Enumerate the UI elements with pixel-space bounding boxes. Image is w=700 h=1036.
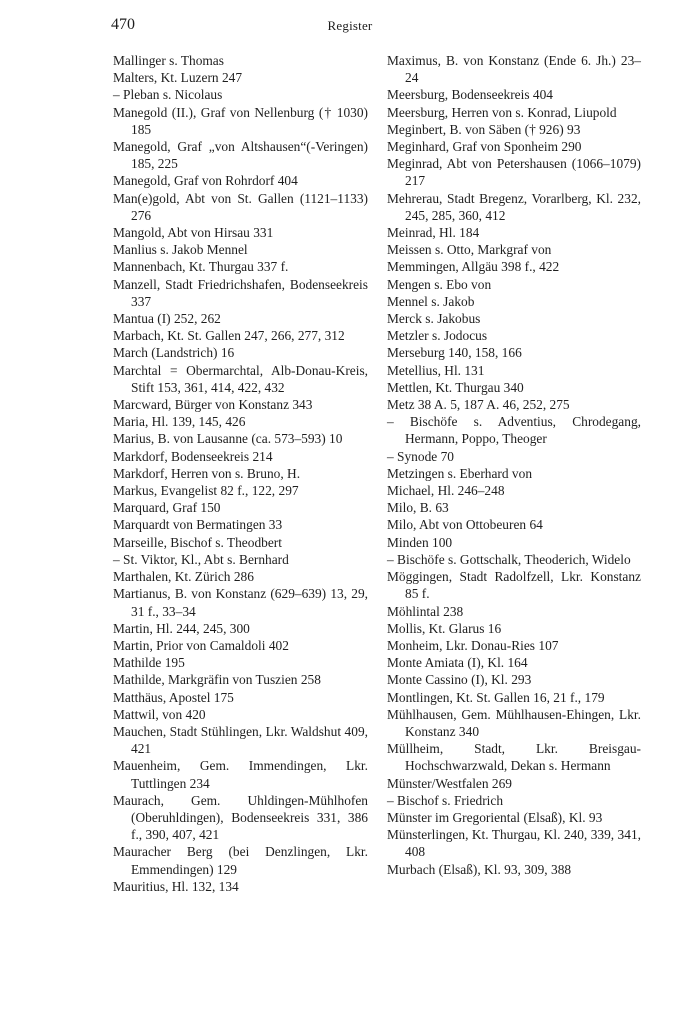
- index-entry: Martin, Hl. 244, 245, 300: [113, 620, 250, 636]
- index-entry: Mettlen, Kt. Thurgau 340: [387, 379, 524, 395]
- index-entry: Malters, Kt. Luzern 247: [113, 70, 243, 86]
- index-entry: Maria, Hl. 139, 145, 426: [113, 414, 246, 430]
- index-entry: Mehrerau, Stadt Bregenz, Vorarlberg, Kl. 232, 245, 285, 360, 412: [387, 190, 641, 223]
- index-entry: Milo, B. 63: [387, 500, 449, 516]
- index-entry: Maximus, B. von Konstanz (Ende 6. Jh.) 23–24: [387, 53, 641, 86]
- index-column-left: [113, 52, 368, 895]
- index-entry: Marthalen, Kt. Zürich 286: [113, 569, 254, 585]
- index-entry: Münsterlingen, Kt. Thurgau, Kl. 240, 339, 341, 408: [387, 827, 641, 860]
- index-entry: Marbach, Kt. St. Gallen 247, 266, 277, 312: [113, 328, 345, 344]
- index-entry: Möggingen, Stadt Radolfzell, Lkr. Konstanz 85 f.: [387, 569, 641, 602]
- index-entry: Martianus, B. von Konstanz (629–639) 13, 29, 31 f., 33–34: [113, 586, 368, 619]
- index-entry: Mühlhausen, Gem. Mühlhausen-Ehingen, Lkr. Konstanz 340: [387, 706, 641, 739]
- index-entry: Martin, Prior von Camaldoli 402: [113, 637, 289, 653]
- index-entry: Mauracher Berg (bei Denzlingen, Lkr. Emmendingen) 129: [113, 844, 368, 877]
- index-entry: Mathilde 195: [113, 655, 185, 671]
- index-entry: Man(e)gold, Abt von St. Gallen (1121–1133) 276: [113, 190, 368, 223]
- index-entry: Mattwil, von 420: [113, 706, 206, 722]
- index-entry: Maurach, Gem. Uhldingen-Mühlhofen (Oberuhldingen), Bodenseekreis 331, 386 f., 390, 407, 421: [113, 792, 368, 843]
- index-entry: Michael, Hl. 246–248: [387, 483, 505, 499]
- index-entry: March (Landstrich) 16: [113, 345, 235, 361]
- index-entry: Mauritius, Hl. 132, 134: [113, 878, 239, 894]
- index-entry: Meersburg, Bodenseekreis 404: [387, 87, 553, 103]
- index-entry: Merck s. Jakobus: [387, 311, 481, 327]
- index-entry: Manegold, Graf „von Altshausen“(-Veringen) 185, 225: [113, 139, 368, 172]
- index-entry: Marseille, Bischof s. Theodbert: [113, 534, 282, 550]
- index-entry: Memmingen, Allgäu 398 f., 422: [387, 259, 560, 275]
- index-entry: Münster im Gregoriental (Elsaß), Kl. 93: [387, 809, 603, 825]
- index-entry: Manegold (II.), Graf von Nellenburg († 1030) 185: [113, 104, 368, 137]
- index-entry: Meginbert, B. von Säben († 926) 93: [387, 121, 581, 137]
- running-head: Register: [327, 18, 373, 33]
- index-entry: Murbach (Elsaß), Kl. 93, 309, 388: [387, 861, 572, 877]
- index-entry: Monte Cassino (I), Kl. 293: [387, 672, 532, 688]
- index-entry: Matthäus, Apostel 175: [113, 689, 234, 705]
- index-entry: Meginhard, Graf von Sponheim 290: [387, 139, 582, 155]
- index-entry: Merseburg 140, 158, 166: [387, 345, 522, 361]
- index-entry: Mangold, Abt von Hirsau 331: [113, 225, 274, 241]
- index-entry: Marchtal = Obermarchtal, Alb-Donau-Kreis, Stift 153, 361, 414, 422, 432: [113, 362, 368, 395]
- index-subentry: – Bischöfe s. Gottschalk, Theoderich, Widelo: [387, 551, 631, 567]
- index-entry: Meissen s. Otto, Markgraf von: [387, 242, 552, 258]
- index-entry: Mauchen, Stadt Stühlingen, Lkr. Waldshut 409, 421: [113, 723, 368, 757]
- index-entry: Monheim, Lkr. Donau-Ries 107: [387, 637, 559, 653]
- index-entry: Metzingen s. Eberhard von: [387, 465, 533, 481]
- index-entry: Montlingen, Kt. St. Gallen 16, 21 f., 179: [387, 689, 605, 705]
- index-subentry: – Bischof s. Friedrich: [387, 792, 504, 808]
- index-entry: Meersburg, Herren von s. Konrad, Liupold: [387, 104, 617, 120]
- index-entry: Mathilde, Markgräfin von Tuszien 258: [113, 672, 321, 688]
- index-entry: Minden 100: [387, 534, 453, 550]
- index-entry: Meginrad, Abt von Petershausen (1066–1079) 217: [387, 156, 641, 189]
- page-number: 470: [111, 16, 135, 33]
- index-entry: Marius, B. von Lausanne (ca. 573–593) 10: [113, 431, 343, 447]
- index-entry: Müllheim, Stadt, Lkr. Breisgau-Hochschwarzwald, Dekan s. Hermann: [387, 741, 641, 774]
- index-entry: Markdorf, Bodenseekreis 214: [113, 448, 273, 464]
- index-entry: Mantua (I) 252, 262: [113, 311, 221, 327]
- index-subentry: – St. Viktor, Kl., Abt s. Bernhard: [113, 551, 289, 567]
- index-entry: Mollis, Kt. Glarus 16: [387, 620, 502, 636]
- index-entry: Mannenbach, Kt. Thurgau 337 f.: [113, 259, 289, 275]
- index-entry: Markdorf, Herren von s. Bruno, H.: [113, 465, 301, 481]
- index-entry: Manegold, Graf von Rohrdorf 404: [113, 173, 298, 189]
- index-subentry: – Bischöfe s. Adventius, Chrodegang, Hermann, Poppo, Theoger: [387, 414, 641, 447]
- index-entry: Manzell, Stadt Friedrichshafen, Bodenseekreis 337: [113, 276, 368, 309]
- index-column-right: [387, 52, 641, 878]
- index-entry: Metz 38 A. 5, 187 A. 46, 252, 275: [387, 397, 570, 413]
- index-entry: Mauenheim, Gem. Immendingen, Lkr. Tuttlingen 234: [113, 758, 368, 791]
- index-entry: Milo, Abt von Ottobeuren 64: [387, 517, 543, 533]
- index-entry: Manlius s. Jakob Mennel: [113, 242, 248, 258]
- index-entry: Münster/Westfalen 269: [387, 775, 512, 791]
- index-entry: Monte Amiata (I), Kl. 164: [387, 655, 528, 671]
- index-entry: Meinrad, Hl. 184: [387, 225, 480, 241]
- index-entry: Metellius, Hl. 131: [387, 362, 485, 378]
- index-subentry: – Synode 70: [387, 448, 454, 464]
- index-entry: Marcward, Bürger von Konstanz 343: [113, 397, 313, 413]
- index-entry: Möhlintal 238: [387, 603, 464, 619]
- index-entry: Marquardt von Bermatingen 33: [113, 517, 283, 533]
- index-entry: Mennel s. Jakob: [387, 293, 475, 309]
- index-entry: Metzler s. Jodocus: [387, 328, 488, 344]
- index-entry: Marquard, Graf 150: [113, 500, 221, 516]
- index-entry: Markus, Evangelist 82 f., 122, 297: [113, 483, 299, 499]
- index-entry: Mengen s. Ebo von: [387, 276, 492, 292]
- index-entry: Mallinger s. Thomas: [113, 53, 224, 68]
- index-subentry: – Pleban s. Nicolaus: [113, 87, 223, 103]
